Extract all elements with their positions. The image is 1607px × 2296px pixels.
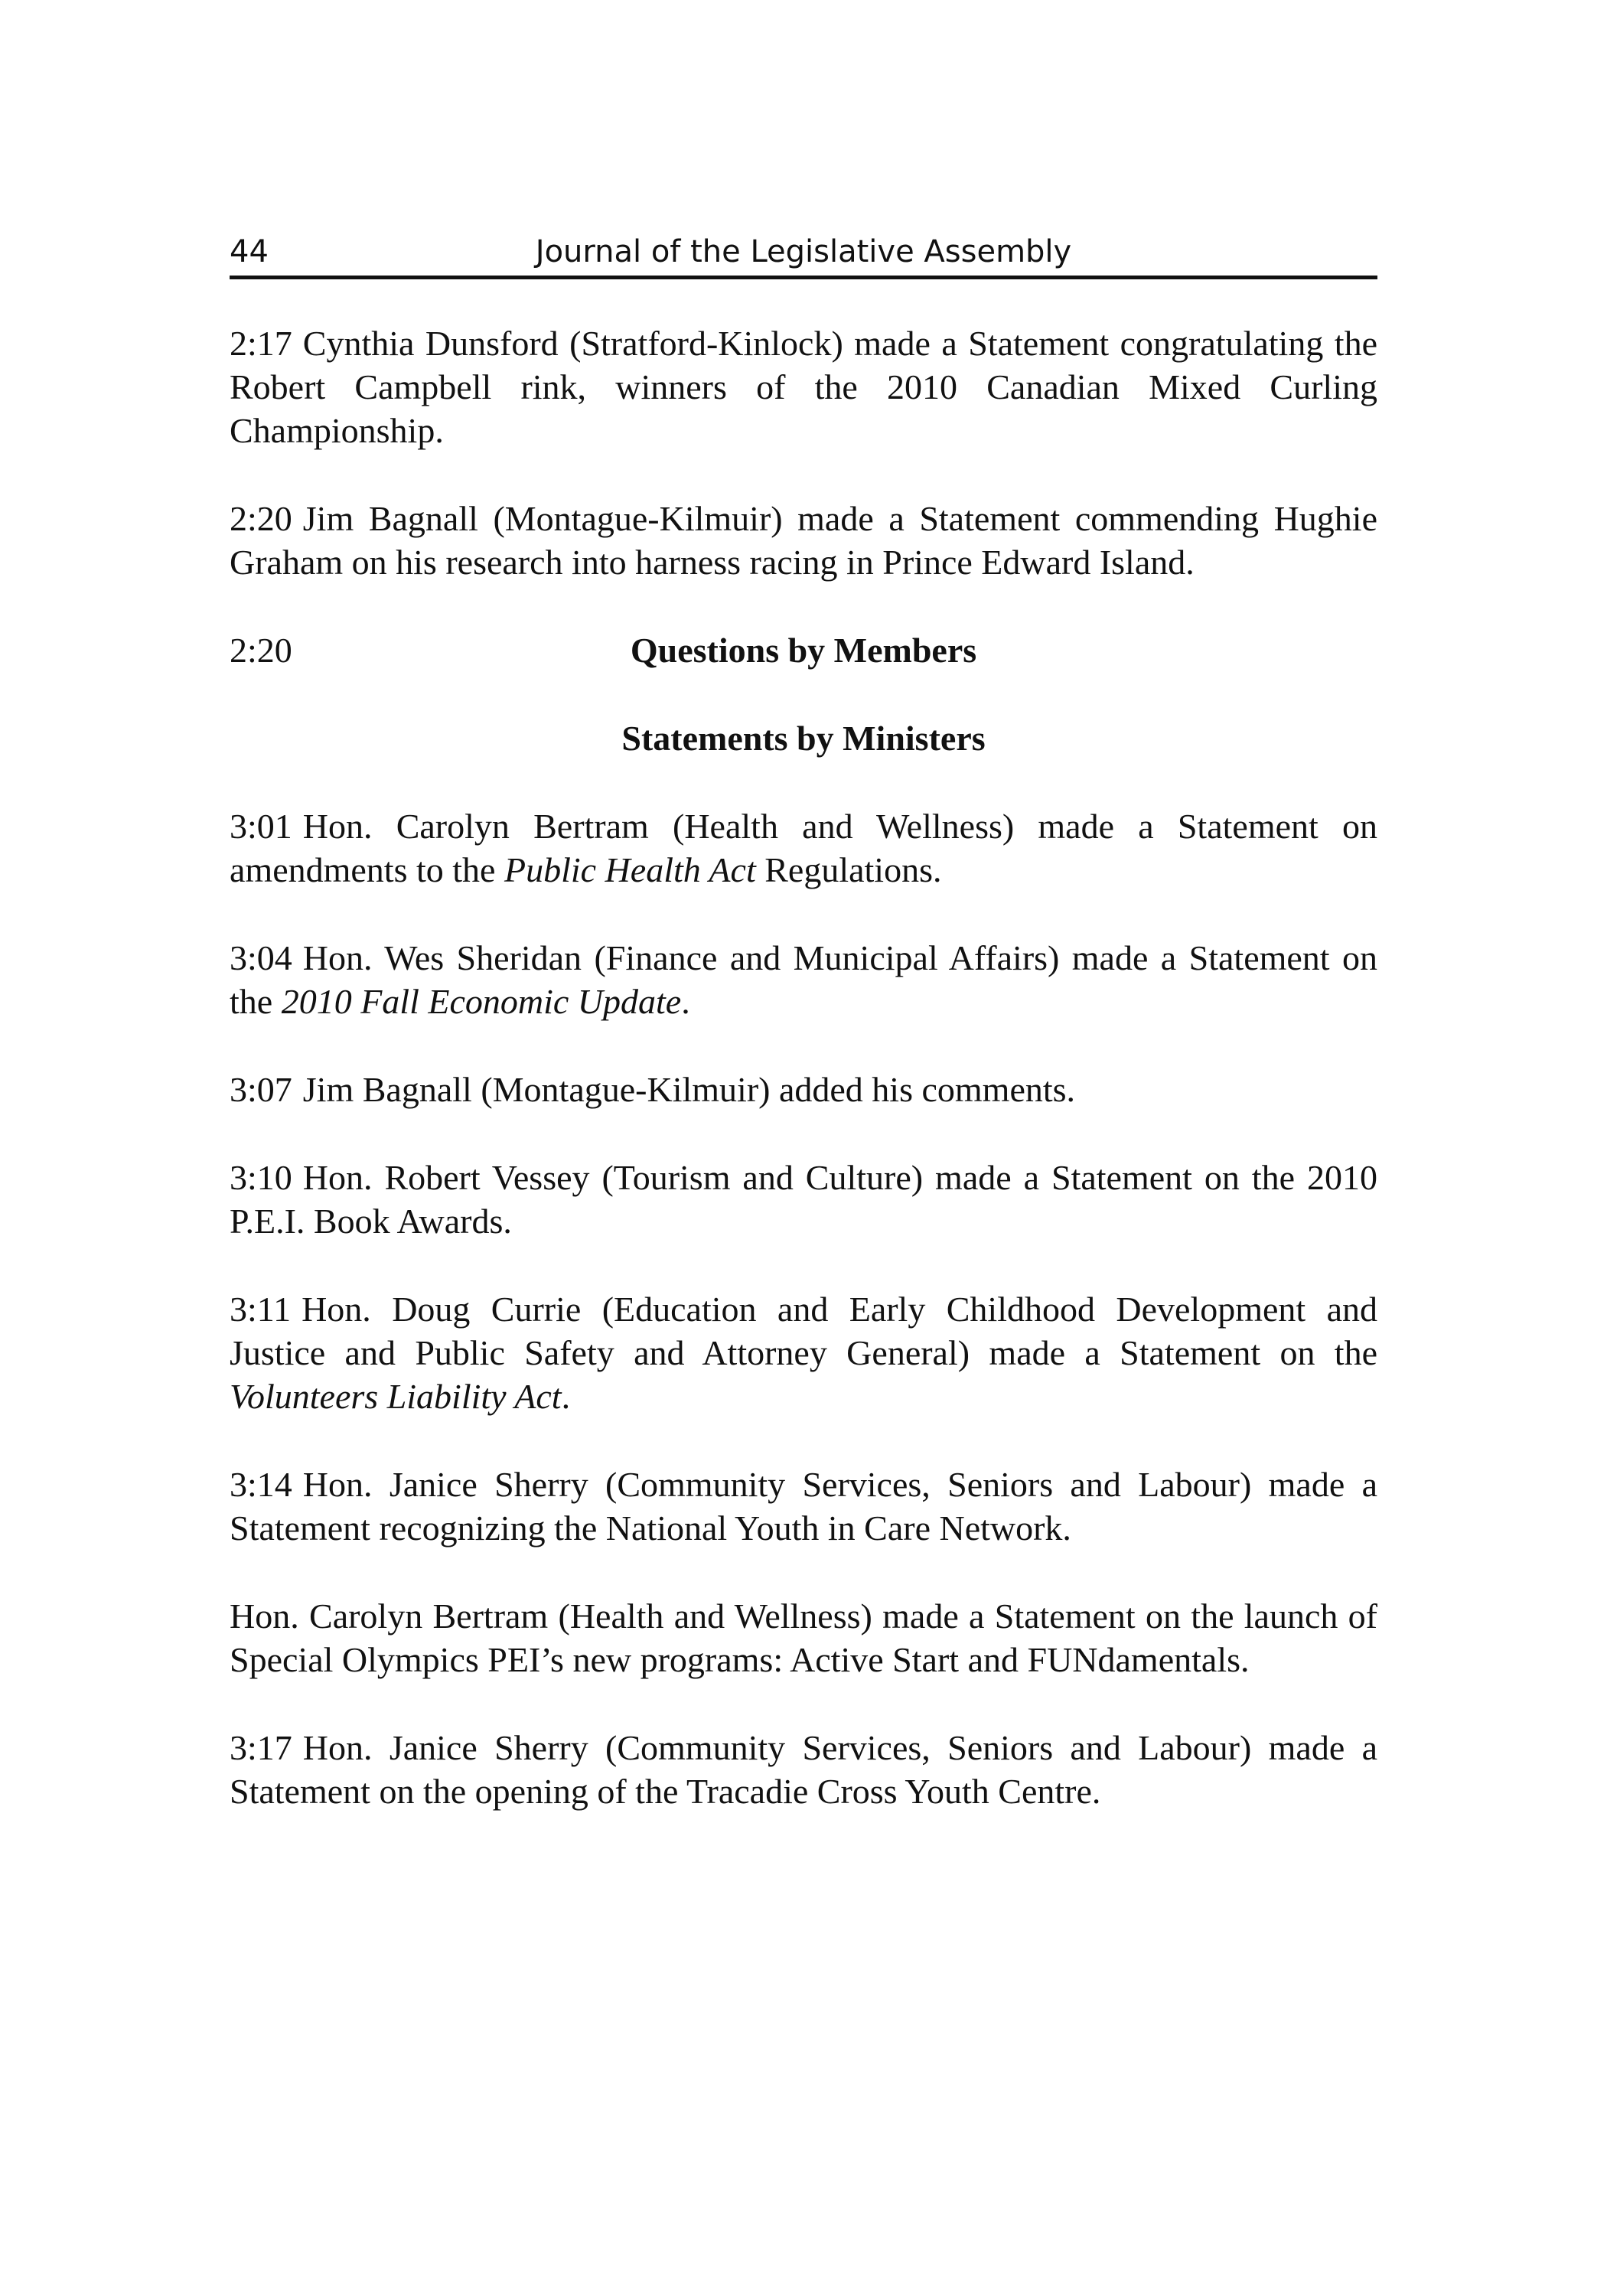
entry-text: Hon. Carolyn Bertram (Health and Wellness) made a Statement on the launch of Special Olympics PEI’s new programs: Active Start and FUNdamentals.: [230, 1596, 1377, 1679]
minister-statement: [230, 1463, 1377, 1550]
entry-time: 2:20: [230, 499, 292, 538]
minister-statement: [230, 804, 1377, 892]
minister-statement: [230, 1068, 1377, 1111]
entry-text: Jim Bagnall (Montague-Kilmuir) made a Statement commending Hughie Graham on his research into harness racing in Prince Edward Island.: [230, 499, 1377, 582]
entry-text-end: Regulations.: [755, 850, 942, 889]
entry-time: 3:14: [230, 1465, 292, 1504]
ministers-heading: Statements by Ministers: [621, 719, 986, 758]
heading-time: 2:20: [230, 631, 292, 670]
entry-time: 3:10: [230, 1158, 292, 1197]
entry-text: Hon. Doug Currie (Education and Early Childhood Development and Justice and Public Safety and Attorney General) made a Statement on the: [230, 1290, 1377, 1372]
entry-text: Hon. Carolyn Bertram (Health and Wellness) made a Statement on amendments to the: [230, 807, 1377, 889]
minister-statement: [230, 1594, 1377, 1681]
entry-time: 3:04: [230, 938, 292, 977]
page-number: 44: [230, 234, 269, 269]
entry-text-end: .: [681, 982, 690, 1021]
journal-entry: [230, 497, 1377, 584]
act-title: Volunteers Liability Act: [230, 1377, 562, 1416]
document-title: 2010 Fall Economic Update: [281, 982, 682, 1021]
journal-entry: [230, 321, 1377, 452]
act-title: Public Health Act: [504, 850, 756, 889]
entry-text: Jim Bagnall (Montague-Kilmuir) added his comments.: [302, 1070, 1076, 1109]
entry-time: 3:01: [230, 807, 292, 846]
minister-statement: [230, 1287, 1377, 1418]
running-header: [230, 230, 1377, 279]
journal-page: [230, 230, 1377, 1857]
entry-text: Hon. Janice Sherry (Community Services, Seniors and Labour) made a Statement recognizing the National Youth in Care Network.: [230, 1465, 1377, 1548]
journal-body: [230, 321, 1377, 1813]
questions-heading-row: [230, 628, 1377, 672]
minister-statement: [230, 1156, 1377, 1243]
minister-statement: [230, 936, 1377, 1023]
entry-time: 3:11: [230, 1290, 292, 1329]
entry-text-end: .: [561, 1377, 571, 1416]
minister-statement: [230, 1726, 1377, 1813]
entry-time: 2:17: [230, 324, 292, 363]
questions-heading: Questions by Members: [630, 631, 977, 670]
entry-text: Hon. Robert Vessey (Tourism and Culture) made a Statement on the 2010 P.E.I. Book Awards.: [230, 1158, 1377, 1241]
entry-time: 3:07: [230, 1070, 292, 1109]
entry-time: 3:17: [230, 1728, 292, 1767]
entry-text: Cynthia Dunsford (Stratford-Kinlock) made a Statement congratulating the Robert Campbell rink, winners of the 2010 Canadian Mixed Curling Championship.: [230, 324, 1377, 450]
entry-text: Hon. Wes Sheridan (Finance and Municipal Affairs) made a Statement on the: [230, 938, 1377, 1021]
entry-text: Hon. Janice Sherry (Community Services, Seniors and Labour) made a Statement on the opening of the Tracadie Cross Youth Centre.: [230, 1728, 1377, 1811]
header-title: Journal of the Legislative Assembly: [535, 234, 1072, 269]
